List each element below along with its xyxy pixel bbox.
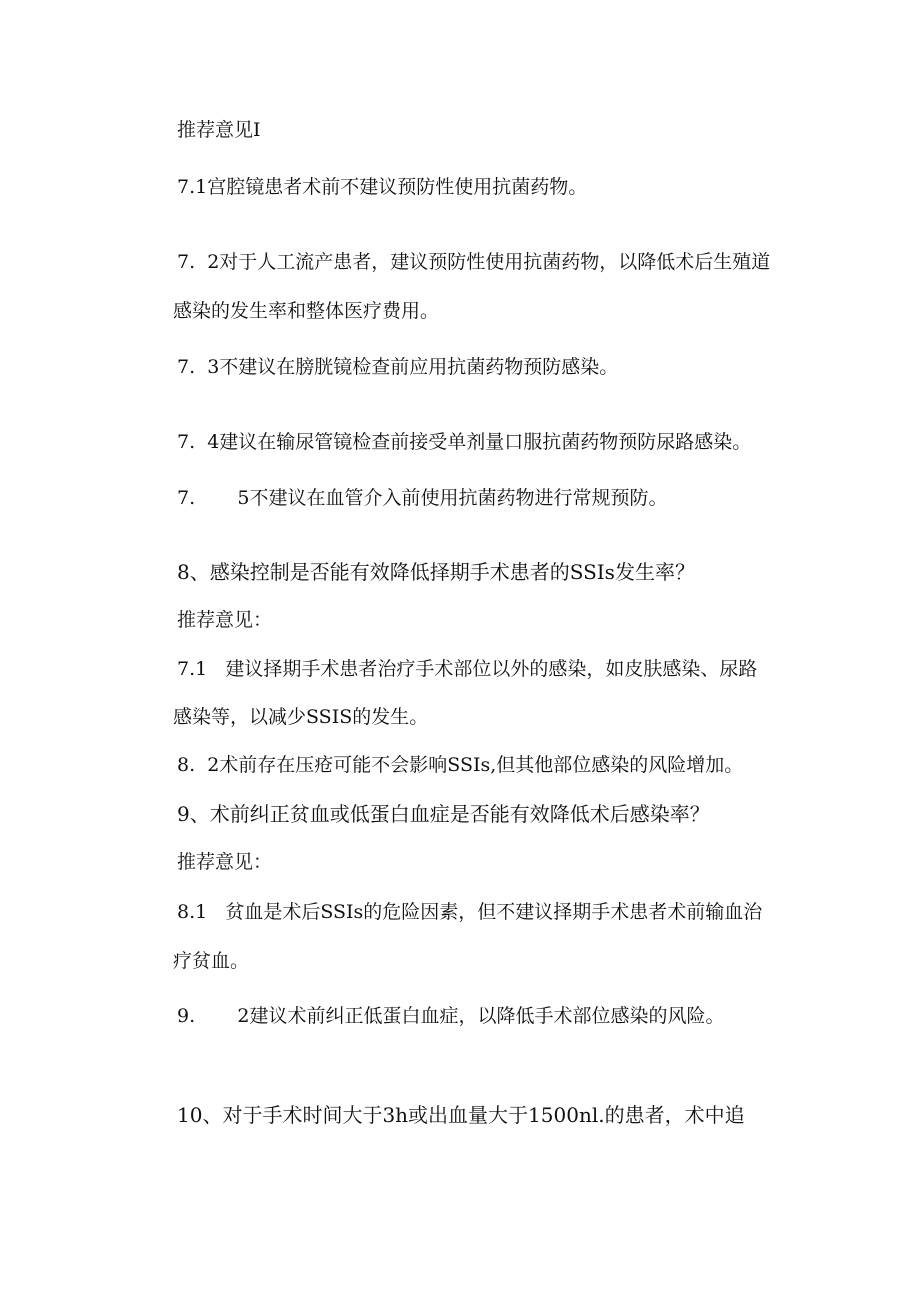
paragraph-8-2: 8. 2术前存在压疮可能不会影响SSIs,但其他部位感染的风险增加。: [177, 754, 744, 776]
question-9: 9、术前纠正贫血或低蛋白血症是否能有效降低术后感染率？: [177, 802, 710, 826]
paragraph-9-1-continued: 疗贫血。: [173, 950, 250, 972]
paragraph-7-2: 7. 2对于人工流产患者，建议预防性使用抗菌药物，以降低术后生殖道: [177, 251, 771, 273]
recommendation-heading-8: 推荐意见：: [177, 609, 273, 631]
paragraph-7-2-continued: 感染的发生率和整体医疗费用。: [173, 300, 440, 322]
paragraph-7-3: 7. 3不建议在膀胱镜检查前应用抗菌药物预防感染。: [177, 356, 619, 378]
recommendation-heading: 推荐意见I: [177, 119, 261, 141]
paragraph-7-4: 7. 4建议在输尿管镜检查前接受单剂量口服抗菌药物预防尿路感染。: [177, 431, 752, 453]
paragraph-9-1: 8.1 贫血是术后SSIs的危险因素，但不建议择期手术患者术前输血治: [177, 901, 763, 923]
question-8: 8、感染控制是否能有效降低择期手术患者的SSIs发生率？: [177, 560, 695, 584]
paragraph-7-1: 7.1宫腔镜患者术前不建议预防性使用抗菌药物。: [177, 176, 588, 198]
recommendation-heading-9: 推荐意见：: [177, 851, 273, 873]
question-10: 10、对于手术时间大于3h或出血量大于1500nl.的患者，术中追: [177, 1103, 745, 1127]
paragraph-8-1: 7.1 建议择期手术患者治疗手术部位以外的感染，如皮肤感染、尿路: [177, 658, 758, 680]
paragraph-8-1-continued: 感染等，以减少SSIS的发生。: [173, 706, 429, 728]
paragraph-7-5: 7. 5不建议在血管介入前使用抗菌药物进行常规预防。: [177, 487, 668, 509]
paragraph-9-2: 9. 2建议术前纠正低蛋白血症，以降低手术部位感染的风险。: [177, 1005, 725, 1027]
